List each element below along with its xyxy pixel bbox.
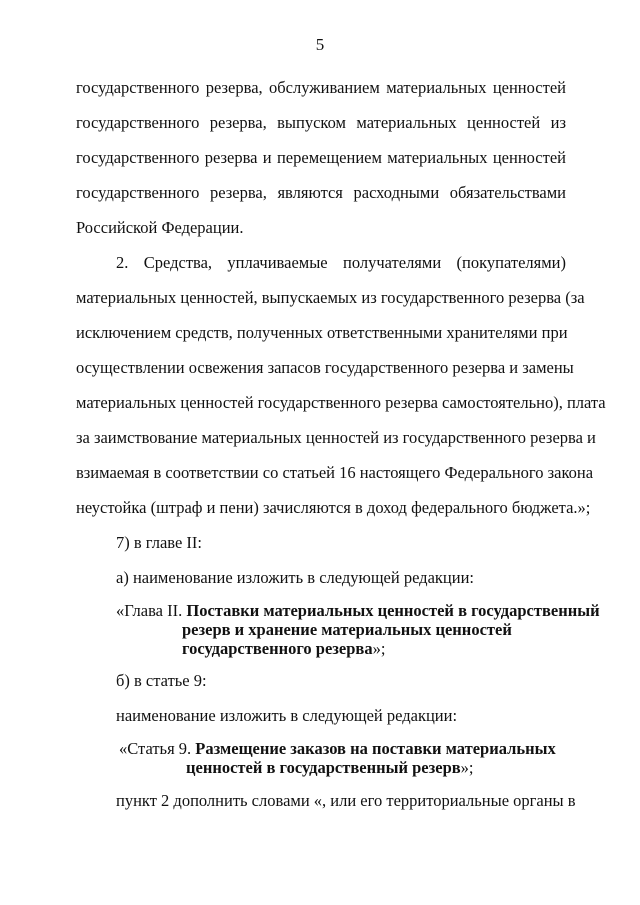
- article-heading-prefix: «Статья 9.: [119, 739, 196, 758]
- item-a: а) наименование изложить в следующей редакции:: [116, 568, 474, 587]
- paragraph-line: материальных ценностей, выпускаемых из государственного резерва (за: [76, 288, 585, 307]
- paragraph-line: осуществлении освежения запасов государственного резерва и замены: [76, 358, 574, 377]
- page-number: 5: [315, 35, 325, 54]
- paragraph-line: 2. Средства, уплачиваемые получателями (покупателями): [116, 253, 566, 272]
- paragraph-line: государственного резерва, выпуском материальных ценностей из: [76, 113, 566, 132]
- paragraph-line: государственного резерва, обслуживанием материальных ценностей: [76, 78, 566, 97]
- paragraph-line: неустойка (штраф и пени) зачисляются в доход федерального бюджета.»;: [76, 498, 591, 517]
- article-heading-suffix: »;: [460, 758, 474, 777]
- paragraph-line: исключением средств, полученных ответственными хранителями при: [76, 323, 568, 342]
- naming-instruction: наименование изложить в следующей редакции:: [116, 706, 458, 725]
- paragraph-line: Российской Федерации.: [76, 218, 244, 237]
- chapter-heading-title-part: Поставки материальных ценностей в государственный: [186, 601, 600, 620]
- paragraph-line: государственного резерва, являются расходными обязательствами: [76, 183, 566, 202]
- paragraph-line: пункт 2 дополнить словами «, или его территориальные органы в: [116, 791, 576, 810]
- item-7: 7) в главе II:: [116, 533, 202, 552]
- paragraph-line: взимаемая в соответствии со статьей 16 настоящего Федерального закона: [76, 463, 594, 482]
- chapter-heading-title-part: государственного резерва: [182, 639, 373, 658]
- paragraph-line: государственного резерва и перемещением материальных ценностей: [76, 148, 566, 167]
- article-heading-line-1: [119, 739, 556, 758]
- article-heading-title-part: Размещение заказов на поставки материальных: [195, 739, 556, 758]
- chapter-heading-line-3: [182, 639, 385, 658]
- paragraph-line: материальных ценностей государственного резерва самостоятельно), плата: [76, 393, 606, 412]
- chapter-heading-line-1: [116, 601, 600, 620]
- paragraph-line: за заимствование материальных ценностей из государственного резерва и: [76, 428, 596, 447]
- chapter-heading-prefix: «Глава II.: [116, 601, 187, 620]
- chapter-heading-line-2: резерв и хранение материальных ценностей: [182, 620, 512, 639]
- chapter-heading-suffix: »;: [372, 639, 386, 658]
- item-b: б) в статье 9:: [116, 671, 207, 690]
- article-heading-line-2: [186, 758, 474, 777]
- article-heading-title-part: ценностей в государственный резерв: [186, 758, 461, 777]
